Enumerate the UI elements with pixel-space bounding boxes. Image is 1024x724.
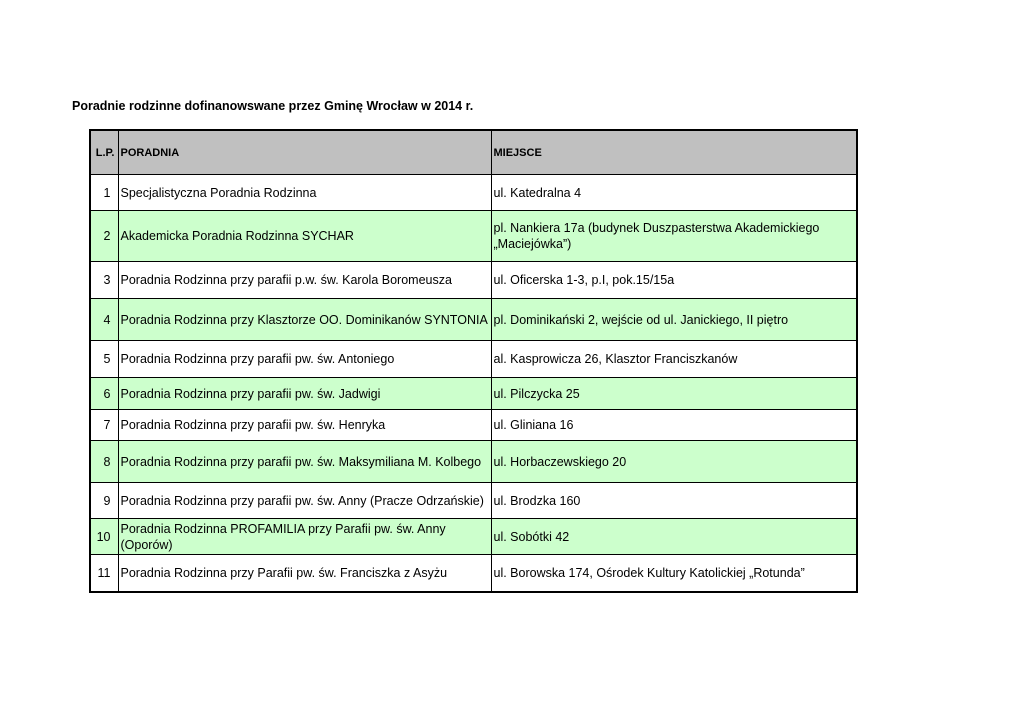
table-row [90, 555, 857, 592]
cell-miejsce: pl. Nankiera 17a (budynek Duszpasterstwa Akademickiego „Maciejówka”) [491, 211, 857, 262]
table-row [90, 262, 857, 299]
cell-poradnia: Poradnia Rodzinna przy parafii p.w. św. Karola Boromeusza [118, 262, 491, 299]
cell-poradnia: Poradnia Rodzinna przy parafii pw. św. Jadwigi [118, 378, 491, 410]
table-header-row [90, 130, 857, 175]
cell-poradnia: Akademicka Poradnia Rodzinna SYCHAR [118, 211, 491, 262]
table-row [90, 483, 857, 519]
cell-poradnia: Poradnia Rodzinna przy Klasztorze OO. Dominikanów SYNTONIA [118, 299, 491, 341]
cell-poradnia: Poradnia Rodzinna przy parafii pw. św. Maksymiliana M. Kolbego [118, 441, 491, 483]
cell-poradnia: Poradnia Rodzinna przy parafii pw. św. Anny (Pracze Odrzańskie) [118, 483, 491, 519]
cell-lp: 2 [90, 211, 118, 262]
counseling-centers-table [89, 129, 858, 593]
cell-lp: 8 [90, 441, 118, 483]
table-row [90, 519, 857, 555]
cell-miejsce: ul. Oficerska 1-3, p.I, pok.15/15a [491, 262, 857, 299]
document-title: Poradnie rodzinne dofinanowswane przez Gminę Wrocław w 2014 r. [72, 99, 474, 113]
cell-miejsce: ul. Pilczycka 25 [491, 378, 857, 410]
cell-lp: 9 [90, 483, 118, 519]
cell-miejsce: al. Kasprowicza 26, Klasztor Franciszkanów [491, 341, 857, 378]
cell-lp: 10 [90, 519, 118, 555]
table-row [90, 299, 857, 341]
table-row [90, 175, 857, 211]
header-poradnia: PORADNIA [118, 130, 491, 175]
cell-poradnia: Poradnia Rodzinna przy parafii pw. św. Henryka [118, 410, 491, 441]
cell-poradnia: Specjalistyczna Poradnia Rodzinna [118, 175, 491, 211]
cell-miejsce: ul. Horbaczewskiego 20 [491, 441, 857, 483]
cell-lp: 1 [90, 175, 118, 211]
cell-lp: 3 [90, 262, 118, 299]
cell-lp: 11 [90, 555, 118, 592]
cell-lp: 6 [90, 378, 118, 410]
cell-poradnia: Poradnia Rodzinna przy Parafii pw. św. Franciszka z Asyżu [118, 555, 491, 592]
table-row [90, 211, 857, 262]
cell-lp: 4 [90, 299, 118, 341]
table-row [90, 410, 857, 441]
table-row [90, 441, 857, 483]
cell-lp: 7 [90, 410, 118, 441]
cell-miejsce: pl. Dominikański 2, wejście od ul. Janickiego, II piętro [491, 299, 857, 341]
cell-miejsce: ul. Gliniana 16 [491, 410, 857, 441]
cell-poradnia: Poradnia Rodzinna PROFAMILIA przy Parafii pw. św. Anny (Oporów) [118, 519, 491, 555]
cell-miejsce: ul. Brodzka 160 [491, 483, 857, 519]
cell-miejsce: ul. Sobótki 42 [491, 519, 857, 555]
header-lp: L.P. [90, 130, 118, 175]
table-row [90, 378, 857, 410]
cell-miejsce: ul. Borowska 174, Ośrodek Kultury Katolickiej „Rotunda” [491, 555, 857, 592]
cell-lp: 5 [90, 341, 118, 378]
table-row [90, 341, 857, 378]
header-miejsce: MIEJSCE [491, 130, 857, 175]
cell-miejsce: ul. Katedralna 4 [491, 175, 857, 211]
cell-poradnia: Poradnia Rodzinna przy parafii pw. św. Antoniego [118, 341, 491, 378]
